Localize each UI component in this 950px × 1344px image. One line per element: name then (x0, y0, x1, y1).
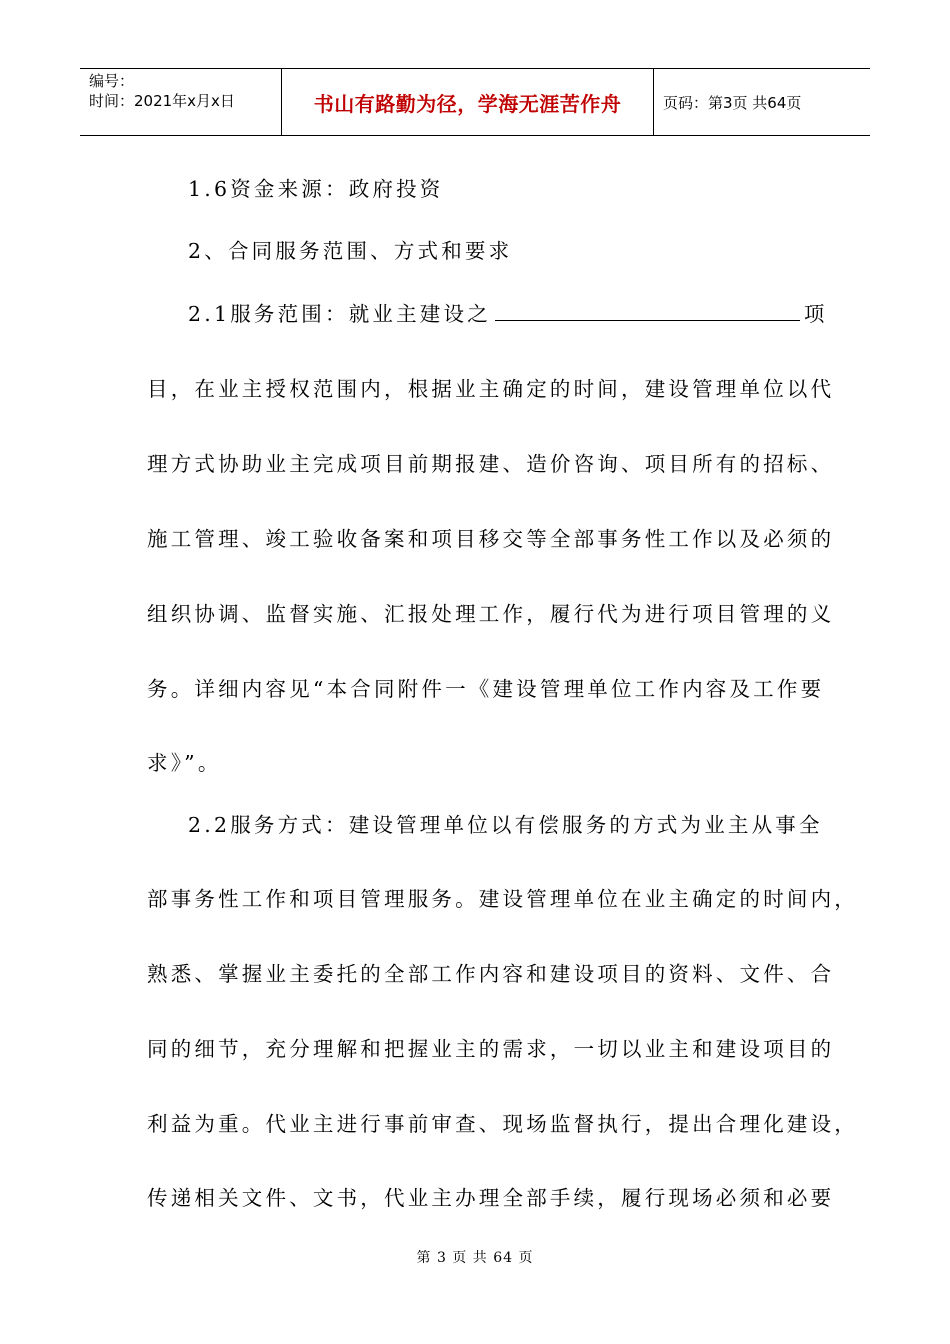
paragraph-line (188, 297, 828, 327)
paragraph-line: 务。详细内容见“本合同附件一《建设管理单位工作内容及工作要 (147, 677, 825, 701)
time-label: 时间：2021年x月x日 (89, 92, 235, 110)
paragraph-line: 1.6资金来源：政府投资 (188, 177, 444, 201)
paragraph-line: 目，在业主授权范围内，根据业主确定的时间，建设管理单位以代 (147, 377, 835, 401)
paragraph-line: 传递相关文件、文书，代业主办理全部手续，履行现场必须和必要 (147, 1186, 835, 1210)
paragraph-line: 利益为重。代业主进行事前审查、现场监督执行，提出合理化建设， (147, 1112, 858, 1136)
paragraph-line: 2.2服务方式：建设管理单位以有偿服务的方式为业主从事全 (188, 813, 823, 837)
page-footer: 第 3 页 共 64 页 (416, 1250, 534, 1266)
number-label: 编号： (89, 72, 135, 90)
paragraph-line: 2、合同服务范围、方式和要求 (188, 239, 513, 263)
service-scope-end: 项 (803, 302, 828, 326)
header-motto: 书山有路勤为径，学海无涯苦作舟 (282, 69, 654, 135)
blank-underline (495, 300, 800, 321)
header-meta-cell (80, 69, 282, 135)
paragraph-line: 同的细节，充分理解和把握业主的需求，一切以业主和建设项目的 (147, 1037, 835, 1061)
document-header (80, 68, 870, 136)
service-scope-start: 2.1服务范围：就业主建设之 (188, 302, 491, 326)
paragraph-line: 求》”。 (147, 751, 222, 775)
paragraph-line: 理方式协助业主完成项目前期报建、造价咨询、项目所有的招标、 (147, 452, 835, 476)
paragraph-line: 部事务性工作和项目管理服务。建设管理单位在业主确定的时间内， (147, 887, 858, 911)
paragraph-line: 组织协调、监督实施、汇报处理工作，履行代为进行项目管理的义 (147, 602, 835, 626)
paragraph-line: 施工管理、竣工验收备案和项目移交等全部事务性工作以及必须的 (147, 527, 835, 551)
paragraph-line: 熟悉、掌握业主委托的全部工作内容和建设项目的资料、文件、合 (147, 962, 835, 986)
header-page-info: 页码：第3页 共64页 (663, 93, 802, 112)
